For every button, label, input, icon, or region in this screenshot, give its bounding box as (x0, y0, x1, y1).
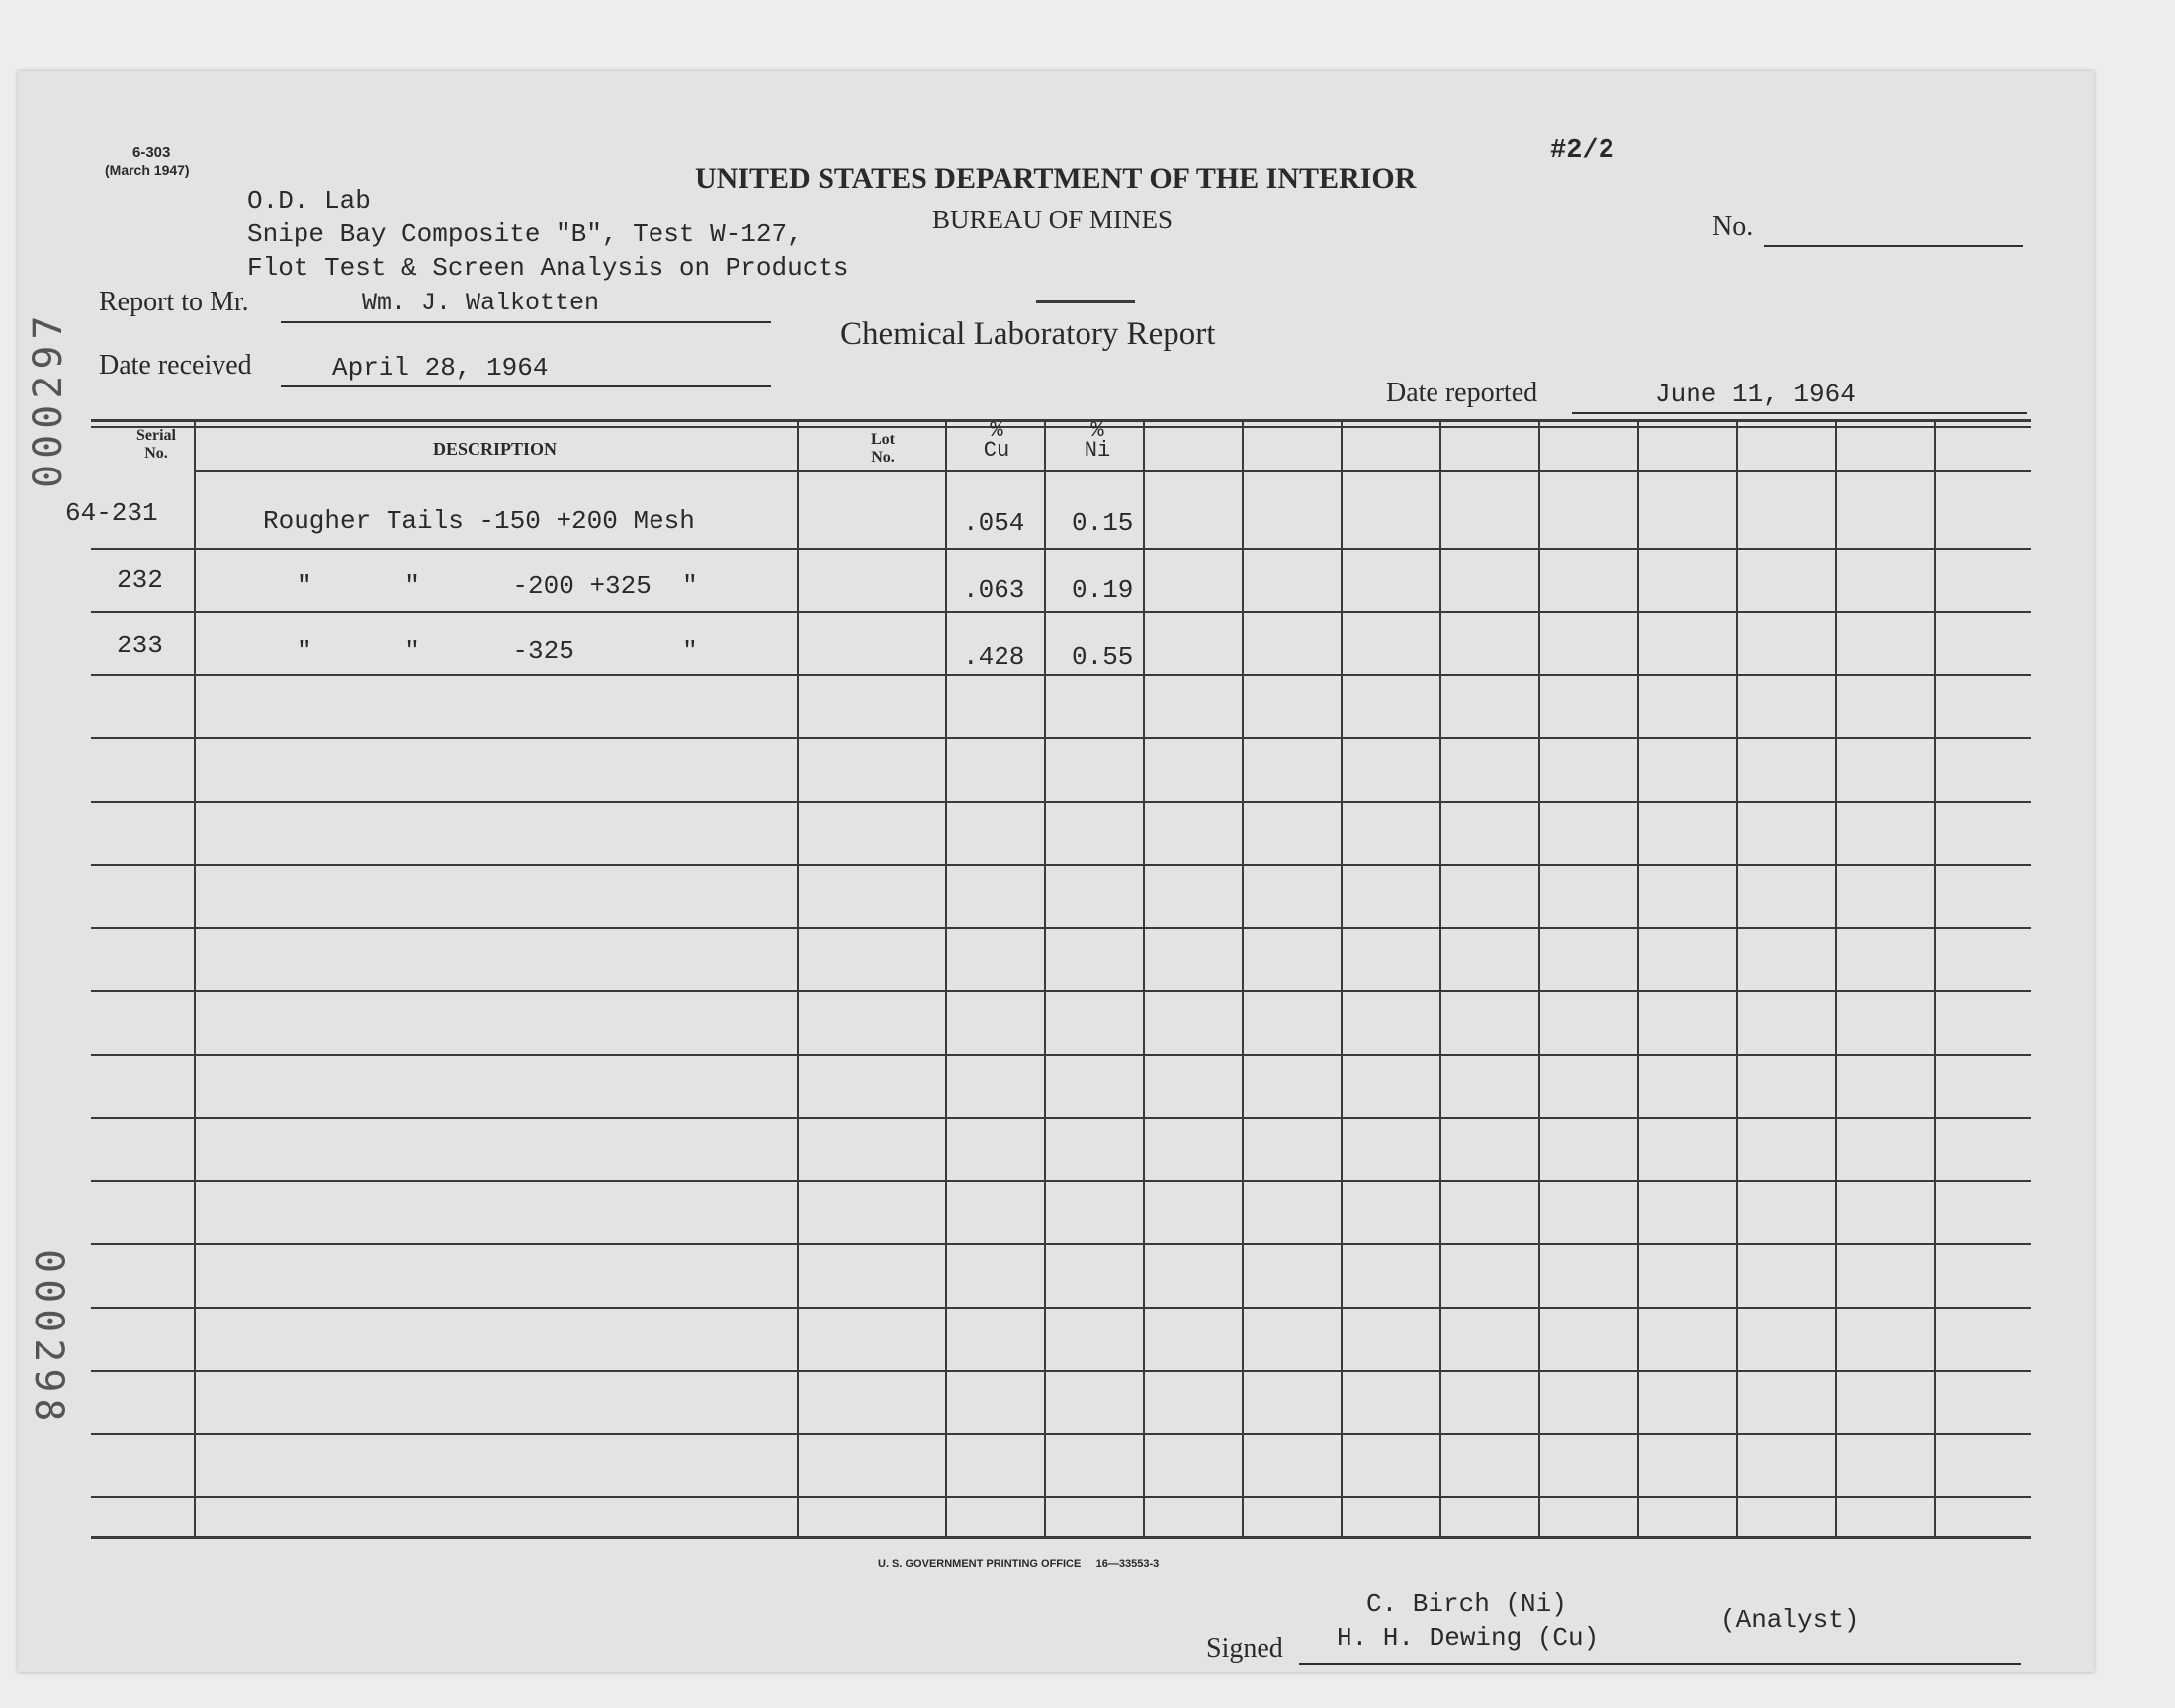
row-1-ni: 0.15 (1072, 508, 1134, 538)
table-top-rule-2 (91, 426, 2031, 428)
col-divider (1736, 419, 1738, 1536)
row-rule (91, 737, 2031, 739)
header-lot-no: Lot No. (871, 431, 895, 466)
col-divider (1934, 419, 1936, 1536)
form-number: 6-303 (132, 144, 171, 161)
col-divider (1143, 419, 1145, 1536)
row-rule (91, 864, 2031, 866)
report-title: Chemical Laboratory Report (840, 316, 1216, 352)
col-divider (1835, 419, 1837, 1536)
row-rule (91, 927, 2031, 929)
row-1-description: Rougher Tails -150 +200 Mesh (263, 506, 695, 536)
header-cu-percent: % Cu (983, 418, 1010, 463)
stamp-number-top: 000297 (26, 309, 71, 488)
row-3-cu: .428 (963, 642, 1025, 672)
department-heading: UNITED STATES DEPARTMENT OF THE INTERIOR (695, 162, 1417, 195)
sample-line: Snipe Bay Composite "B", Test W-127, (247, 219, 803, 249)
signed-label: Signed (1206, 1633, 1283, 1664)
table-bottom-rule (91, 1536, 2031, 1539)
row-3-ni: 0.55 (1072, 642, 1134, 672)
table-header-rule (194, 470, 2031, 472)
report-form (18, 71, 2094, 1672)
date-reported-label: Date reported (1386, 378, 1538, 408)
row-1-serial: 64-231 (65, 498, 158, 528)
row-rule (91, 1433, 2031, 1435)
row-2-ni: 0.19 (1072, 575, 1134, 605)
row-rule (91, 1243, 2031, 1245)
row-rule (91, 1307, 2031, 1309)
row-rule (91, 548, 2031, 550)
analyst-2: H. H. Dewing (Cu) (1337, 1623, 1600, 1653)
row-3-description: " " -325 " (297, 637, 698, 666)
page-reference: #2/2 (1550, 136, 1614, 166)
date-received-line (281, 385, 771, 387)
report-to-label: Report to Mr. (99, 287, 249, 317)
col-divider (1538, 419, 1540, 1536)
col-divider (1637, 419, 1639, 1536)
col-divider (1439, 419, 1441, 1536)
stamp-number-bottom: 000298 (26, 1249, 71, 1428)
row-2-description: " " -200 +325 " (297, 571, 698, 601)
date-received-value: April 28, 1964 (332, 353, 549, 383)
analyst-1: C. Birch (Ni) (1366, 1589, 1567, 1619)
test-line: Flot Test & Screen Analysis on Products (247, 253, 849, 283)
date-reported-line (1572, 412, 2027, 414)
row-1-cu: .054 (963, 508, 1025, 538)
date-received-label: Date received (99, 350, 252, 381)
title-divider (1036, 300, 1135, 303)
col-divider (194, 419, 196, 1536)
row-2-serial: 232 (117, 565, 163, 595)
row-rule (91, 1054, 2031, 1056)
row-rule (91, 801, 2031, 803)
table-top-rule (91, 419, 2031, 422)
analyst-role: (Analyst) (1720, 1605, 1860, 1635)
header-ni-percent: % Ni (1084, 418, 1111, 463)
row-rule (91, 1180, 2031, 1182)
report-to-value: Wm. J. Walkotten (362, 289, 600, 317)
col-divider (1044, 419, 1046, 1536)
row-rule (91, 1496, 2031, 1498)
form-edition: (March 1947) (105, 162, 190, 178)
row-rule (91, 1117, 2031, 1119)
row-rule (91, 1370, 2031, 1372)
row-rule (91, 611, 2031, 613)
row-3-serial: 233 (117, 631, 163, 660)
printer-line: U. S. GOVERNMENT PRINTING OFFICE 16—33553-3 (878, 1558, 1160, 1570)
row-rule (91, 990, 2031, 992)
no-label: No. (1712, 212, 1754, 242)
col-divider (797, 419, 799, 1536)
col-divider (1341, 419, 1343, 1536)
bureau-heading: BUREAU OF MINES (932, 205, 1174, 234)
report-to-line (281, 321, 771, 323)
col-divider (1242, 419, 1244, 1536)
row-2-cu: .063 (963, 575, 1025, 605)
no-field-line (1764, 245, 2023, 247)
col-divider (945, 419, 947, 1536)
row-rule (91, 674, 2031, 676)
date-reported-value: June 11, 1964 (1655, 380, 1856, 409)
signature-line (1299, 1663, 2021, 1665)
header-description: DESCRIPTION (433, 439, 558, 459)
header-serial-no: Serial No. (136, 427, 176, 462)
lab-line: O.D. Lab (247, 186, 371, 215)
